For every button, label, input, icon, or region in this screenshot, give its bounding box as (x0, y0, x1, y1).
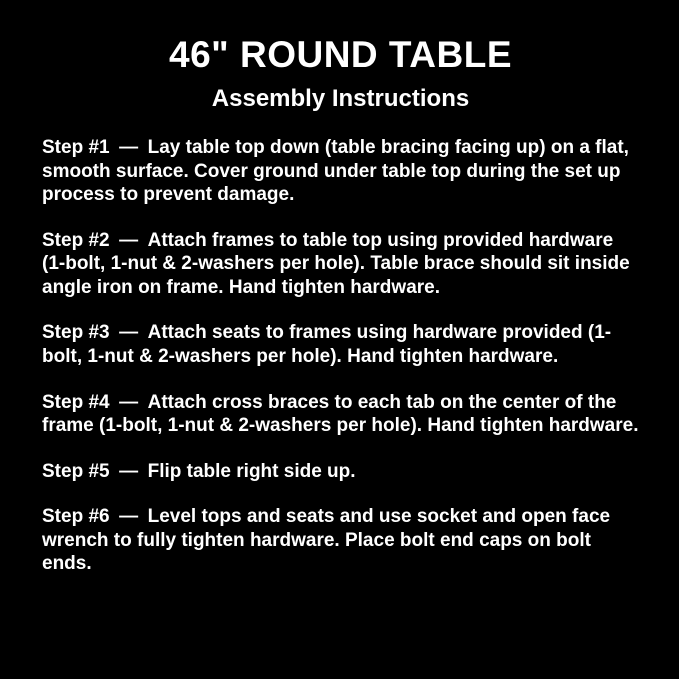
step-label: Step #3 (42, 322, 110, 344)
step-separator: — (119, 229, 139, 251)
step-item-4 (42, 391, 639, 438)
step-label: Step #1 (42, 137, 110, 159)
step-item-3 (42, 321, 639, 368)
step-separator: — (119, 137, 139, 159)
step-text: Attach frames to table top using provided hardware (1-bolt, 1-nut & 2-washers per hole). Table brace should sit inside angle iron on frame. Hand tighten hardware. (42, 229, 630, 298)
step-text: Level tops and seats and use socket and open face wrench to fully tighten hardware. Place bolt end caps on bolt ends. (42, 506, 611, 575)
step-separator: — (119, 506, 139, 528)
step-item-5 (42, 460, 639, 484)
step-separator: — (119, 391, 139, 413)
step-label: Step #6 (42, 506, 110, 528)
step-text: Attach cross braces to each tab on the center of the frame (1-bolt, 1-nut & 2-washers per hole). Hand tighten hardware. (42, 391, 639, 437)
steps-list (42, 136, 639, 576)
step-item-1 (42, 136, 639, 207)
step-text: Flip table right side up. (147, 460, 356, 482)
step-item-6 (42, 505, 639, 576)
step-label: Step #4 (42, 391, 110, 413)
step-item-2 (42, 229, 639, 300)
page-subtitle: Assembly Instructions (211, 84, 470, 112)
step-label: Step #5 (42, 460, 110, 482)
poster-header (42, 34, 639, 112)
step-text: Attach seats to frames using hardware provided (1-bolt, 1-nut & 2-washers per hole). Hand tighten hardware. (42, 322, 612, 367)
step-separator: — (119, 460, 139, 482)
step-separator: — (119, 322, 139, 344)
step-label: Step #2 (42, 229, 110, 251)
step-text: Lay table top down (table bracing facing up) on a flat, smooth surface. Cover ground under table top during the set up process to prevent damage. (42, 137, 629, 206)
page-title: 46" ROUND TABLE (169, 34, 512, 75)
